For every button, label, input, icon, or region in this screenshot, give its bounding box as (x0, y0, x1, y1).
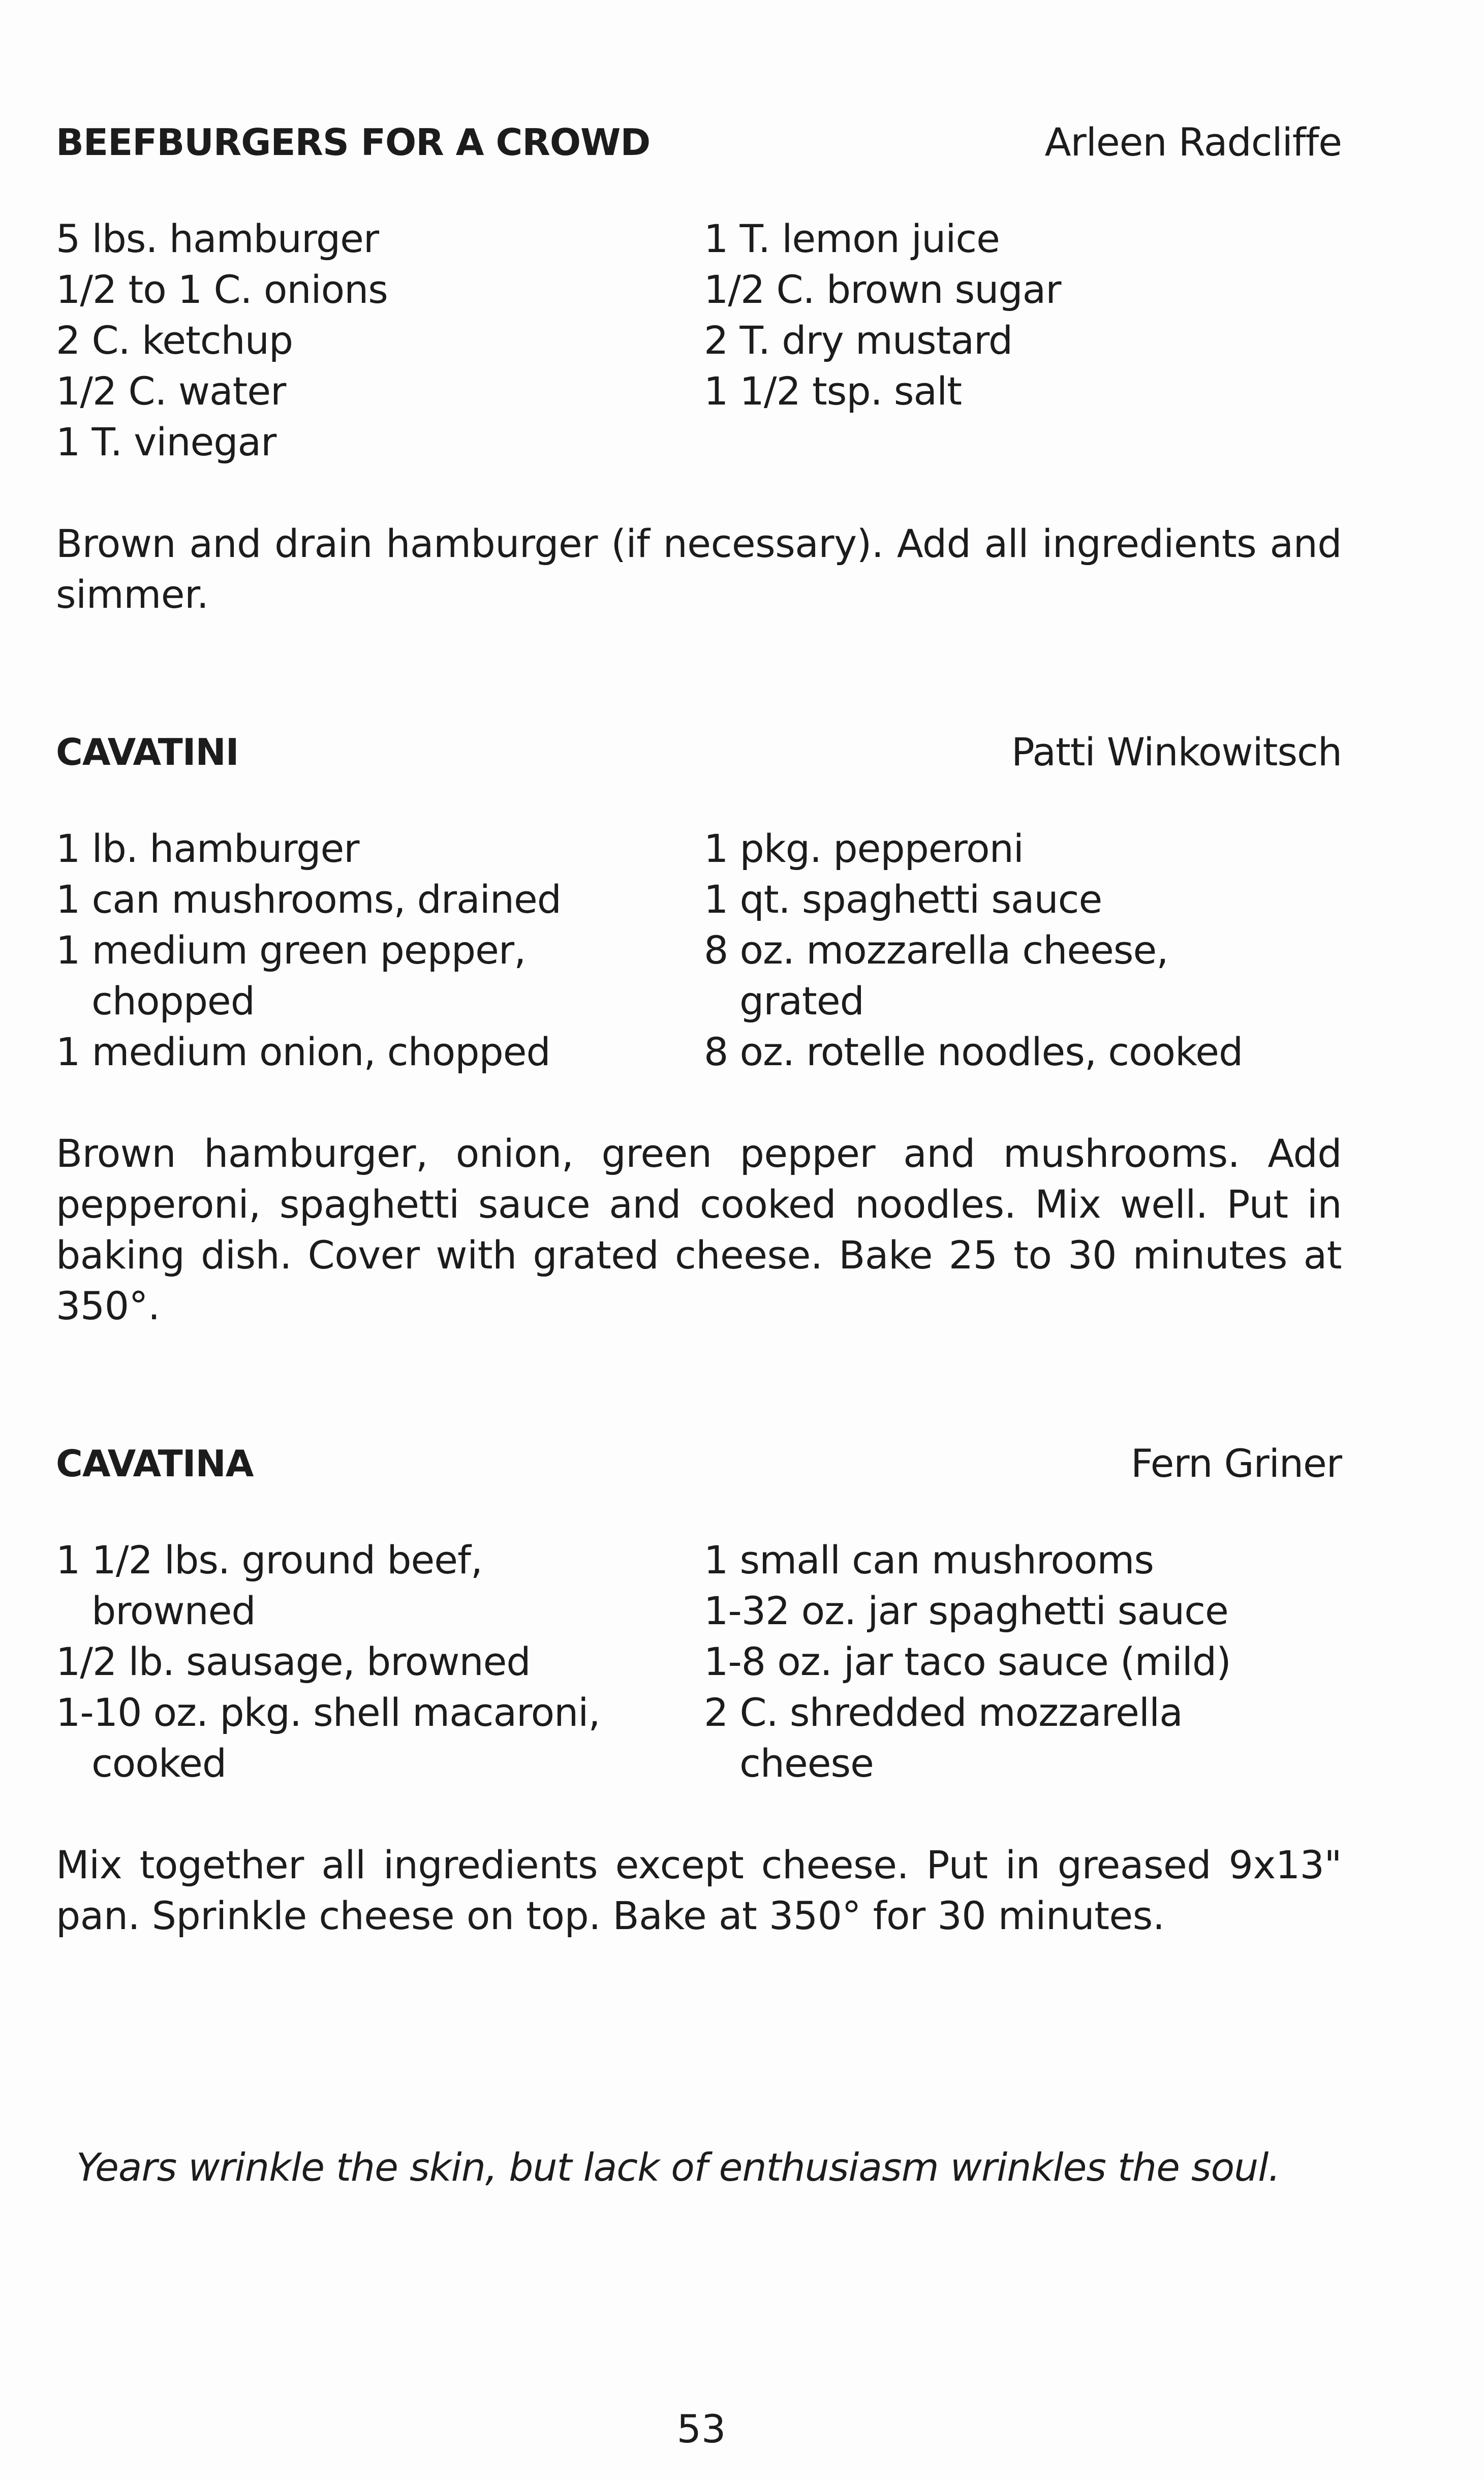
ingredient-list (56, 1535, 1342, 1789)
ingredient-item: cooked (91, 1741, 227, 1786)
ingredient-item: 1 1/2 tsp. salt (704, 368, 962, 414)
ingredient-item: 1 lb. hamburger (56, 826, 359, 871)
ingredient-item: 1 1/2 lbs. ground beef, (56, 1537, 482, 1583)
ingredient-item: 1/2 C. water (56, 368, 286, 414)
ingredient-item: 8 oz. mozzarella cheese, (704, 927, 1168, 973)
ingredient-list (56, 213, 1342, 468)
ingredient-column-left (56, 213, 701, 468)
recipe-author: Fern Griner (1131, 1441, 1342, 1486)
ingredient-column-right (704, 823, 1342, 1077)
recipe-beefburgers (56, 117, 1342, 617)
recipe-directions: Brown hamburger, onion, green pepper and mushrooms. Add pepperoni, spaghetti sauce and cooked noodles. Mix well. Put in baking dish. Cover with grated cheese. Bake 25 to 30 minutes at 350°. (56, 1131, 1342, 1328)
ingredient-item: 1 pkg. pepperoni (704, 826, 1024, 871)
recipe-title: CAVATINI (56, 731, 239, 773)
ingredient-column-left (56, 1535, 701, 1789)
ingredient-item: 2 C. ketchup (56, 318, 293, 363)
ingredient-item: 1-8 oz. jar taco sauce (mild) (704, 1639, 1231, 1684)
ingredient-item: 8 oz. rotelle noodles, cooked (704, 1029, 1243, 1074)
recipe-author: Patti Winkowitsch (1011, 729, 1342, 774)
ingredient-item: 1/2 lb. sausage, browned (56, 1639, 531, 1684)
ingredient-item: browned (91, 1588, 256, 1633)
ingredient-item: 1 medium onion, chopped (56, 1029, 550, 1074)
ingredient-item: 1-10 oz. pkg. shell macaroni, (56, 1690, 600, 1735)
ingredient-item: 2 C. shredded mozzarella (704, 1690, 1183, 1735)
ingredient-item: 1 small can mushrooms (704, 1537, 1154, 1583)
recipe-header (56, 117, 1342, 168)
recipe-directions: Brown and drain hamburger (if necessary). Add all ingredients and simmer. (56, 521, 1342, 617)
recipe-cavatini (56, 727, 1342, 1328)
ingredient-column-left (56, 823, 701, 1077)
ingredient-item: 5 lbs. hamburger (56, 216, 379, 261)
ingredient-item: 1 T. vinegar (56, 419, 276, 464)
recipe-cavatina (56, 1438, 1342, 1938)
recipe-header (56, 727, 1342, 778)
ingredient-column-right (704, 1535, 1342, 1789)
ingredient-column-right (704, 213, 1342, 417)
ingredient-item: 1/2 to 1 C. onions (56, 267, 388, 312)
ingredient-item: 2 T. dry mustard (704, 318, 1013, 363)
ingredient-item: 1 can mushrooms, drained (56, 877, 562, 922)
ingredient-item: 1 qt. spaghetti sauce (704, 877, 1102, 922)
recipe-header (56, 1438, 1342, 1489)
page-number: 53 (676, 2406, 726, 2452)
ingredient-list (56, 823, 1342, 1077)
ingredient-item: grated (739, 978, 864, 1024)
ingredient-item: chopped (91, 978, 255, 1024)
recipe-author: Arleen Radcliffe (1044, 119, 1342, 165)
inspirational-quote: Years wrinkle the skin, but lack of enthusiasm wrinkles the soul. (76, 2145, 1280, 2190)
ingredient-item: 1 T. lemon juice (704, 216, 1000, 261)
recipe-title: CAVATINA (56, 1442, 254, 1485)
ingredient-item: 1 medium green pepper, (56, 927, 526, 973)
recipe-directions: Mix together all ingredients except cheese. Put in greased 9x13" pan. Sprinkle cheese on top. Bake at 350° for 30 minutes. (56, 1842, 1342, 1938)
ingredient-item: 1/2 C. brown sugar (704, 267, 1061, 312)
ingredient-item: cheese (739, 1741, 874, 1786)
recipe-title: BEEFBURGERS FOR A CROWD (56, 121, 651, 164)
ingredient-item: 1-32 oz. jar spaghetti sauce (704, 1588, 1228, 1633)
